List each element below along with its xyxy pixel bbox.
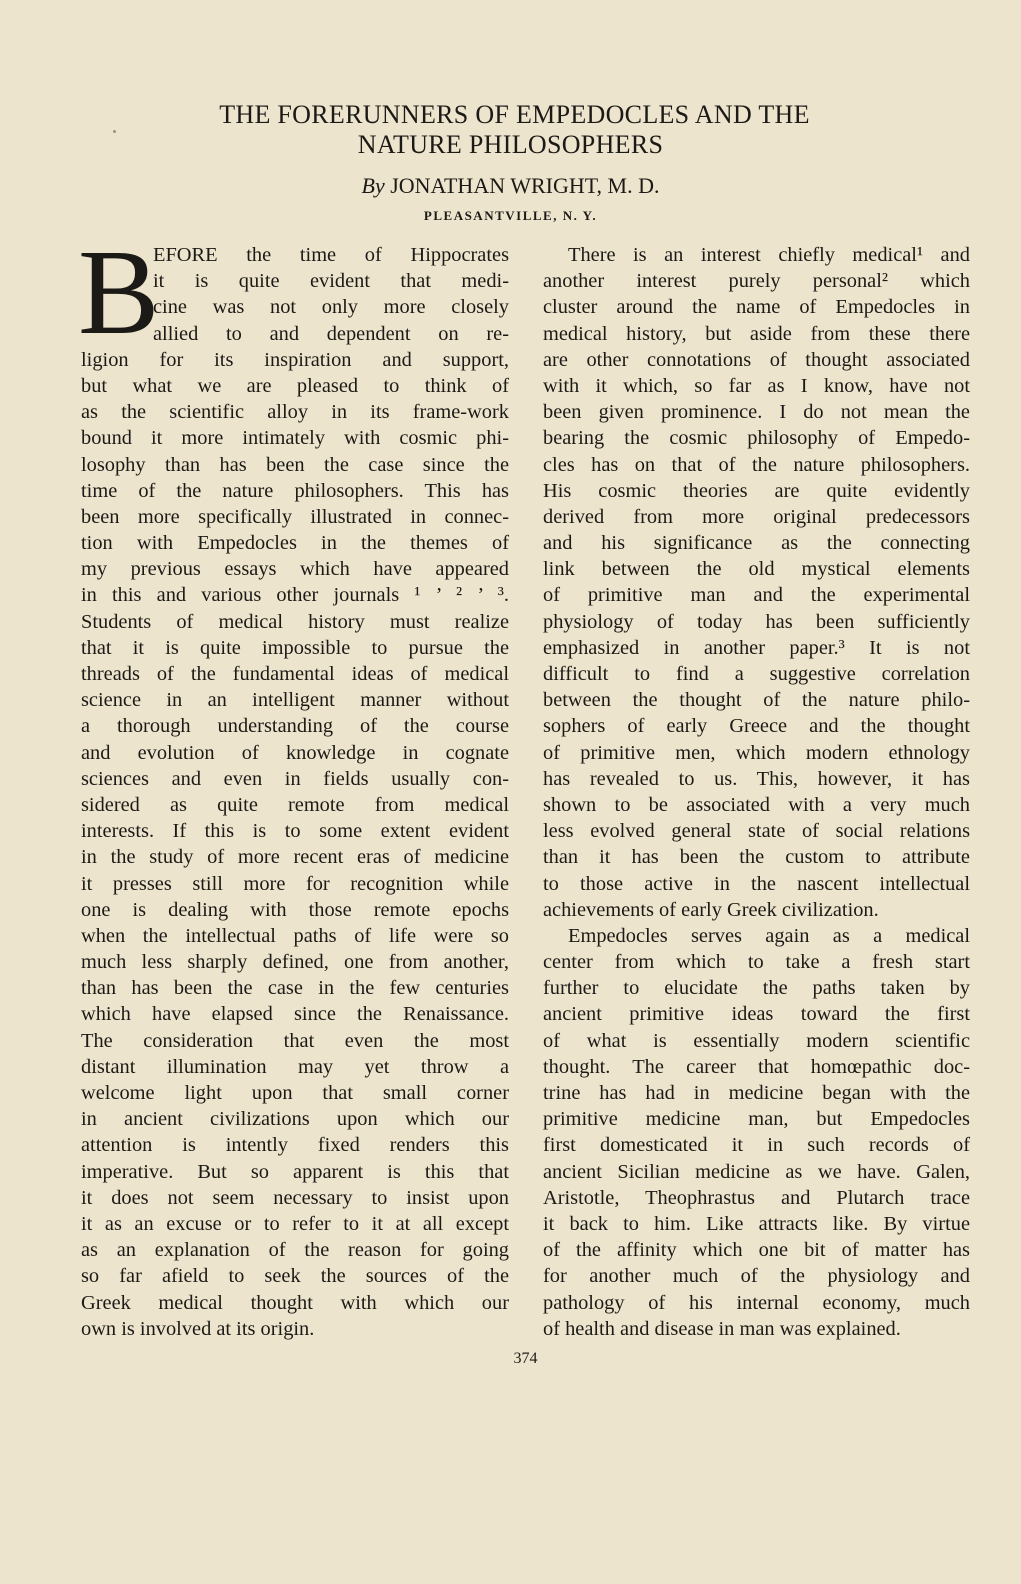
text-line: a thorough understanding of the course bbox=[81, 715, 509, 738]
text-line: first domesticated it in such records of bbox=[543, 1134, 970, 1157]
article-title-line-1: THE FORERUNNERS OF EMPEDOCLES AND THE bbox=[219, 100, 810, 129]
text-line: sophers of early Greece and the thought bbox=[543, 715, 970, 738]
text-line: with it which, so far as I know, have not bbox=[543, 374, 970, 397]
text-line: interests. If this is to some extent evident bbox=[81, 820, 509, 843]
text-line: further to elucidate the paths taken by bbox=[543, 977, 970, 1000]
text-line: threads of the fundamental ideas of medical bbox=[81, 663, 509, 685]
text-line: so far afield to seek the sources of the bbox=[81, 1265, 509, 1288]
text-line: science in an intelligent manner without bbox=[81, 689, 509, 712]
text-line: it does not seem necessary to insist upon bbox=[81, 1186, 509, 1209]
text-line: been given prominence. I do not mean the bbox=[543, 401, 970, 424]
author-location: PLEASANTVILLE, N. Y. bbox=[423, 208, 598, 223]
left-column bbox=[78, 225, 509, 1342]
text-line: it as an excuse or to refer to it at all except bbox=[81, 1212, 509, 1235]
text-line: distant illumination may yet throw a bbox=[81, 1055, 509, 1078]
text-line: much less sharply defined, one from another, bbox=[81, 951, 509, 974]
drop-cap: B bbox=[78, 225, 160, 360]
text-line: bound it more intimately with cosmic phi- bbox=[81, 427, 509, 450]
text-line: time of the nature philosophers. This has bbox=[81, 479, 509, 502]
text-line: cles has on that of the nature philosophers. bbox=[543, 453, 970, 476]
text-line: center from which to take a fresh start bbox=[543, 951, 970, 974]
text-line: it presses still more for recognition while bbox=[81, 872, 509, 895]
text-line: His cosmic theories are quite evidently bbox=[543, 479, 970, 502]
text-line: imperative. But so apparent is this that bbox=[81, 1160, 509, 1183]
text-line: and evolution of knowledge in cognate bbox=[81, 741, 509, 764]
text-line: been more specifically illustrated in connec- bbox=[81, 505, 509, 528]
text-line: in this and various other journals ¹ ’ ² ’ ³. bbox=[81, 584, 509, 607]
right-column bbox=[543, 242, 970, 1342]
text-line: welcome light upon that small corner bbox=[81, 1082, 509, 1104]
text-line: between the thought of the nature philo- bbox=[543, 689, 970, 712]
text-line: Empedocles serves again as a medical bbox=[568, 924, 970, 947]
text-line: allied to and dependent on re- bbox=[153, 322, 509, 345]
text-line: medical history, but aside from these there bbox=[543, 322, 970, 345]
text-line: ancient primitive ideas toward the first bbox=[543, 1003, 970, 1026]
text-line: emphasized in another paper.³ It is not bbox=[543, 636, 970, 659]
byline-prefix: By bbox=[361, 173, 385, 198]
text-line: sidered as quite remote from medical bbox=[81, 793, 509, 816]
article-title-line-2: NATURE PHILOSOPHERS bbox=[357, 130, 664, 159]
text-line: losophy than has been the case since the bbox=[81, 453, 509, 476]
text-line: and his significance as the connecting bbox=[543, 532, 970, 555]
text-line: own is involved at its origin. bbox=[81, 1317, 315, 1340]
text-line: it is quite evident that medi- bbox=[153, 270, 509, 293]
text-line: tion with Empedocles in the themes of bbox=[81, 532, 509, 555]
text-line: one is dealing with those remote epochs bbox=[81, 898, 509, 921]
text-line: when the intellectual paths of life were so bbox=[81, 924, 509, 947]
text-line: ligion for its inspiration and support, bbox=[81, 348, 509, 371]
text-line: achievements of early Greek civilization. bbox=[543, 898, 879, 921]
text-line: sciences and even in fields usually con- bbox=[81, 767, 509, 790]
text-line: as the scientific alloy in its frame-work bbox=[81, 401, 509, 424]
text-line: difficult to find a suggestive correlation bbox=[543, 663, 970, 685]
text-line: than has been the case in the few centuries bbox=[81, 977, 509, 1000]
text-line: that it is quite impossible to pursue the bbox=[81, 636, 509, 659]
text-line: Aristotle, Theophrastus and Plutarch trace bbox=[543, 1186, 970, 1209]
text-line: EFORE the time of Hippocrates bbox=[153, 244, 509, 266]
text-line: but what we are pleased to think of bbox=[81, 374, 509, 397]
text-line: Students of medical history must realize bbox=[81, 610, 509, 633]
text-line: it back to him. Like attracts like. By virtue bbox=[543, 1212, 970, 1235]
text-line: of primitive men, which modern ethnology bbox=[543, 741, 970, 764]
text-line: than it has been the custom to attribute bbox=[543, 846, 970, 869]
text-line: less evolved general state of social relations bbox=[543, 820, 970, 843]
text-line: in the study of more recent eras of medicine bbox=[81, 846, 509, 869]
text-line: are other connotations of thought associated bbox=[543, 348, 970, 371]
text-line: my previous essays which have appeared bbox=[81, 558, 509, 581]
text-line: as an explanation of the reason for going bbox=[81, 1239, 509, 1262]
text-line: of the affinity which one bit of matter has bbox=[543, 1239, 970, 1262]
byline bbox=[0, 171, 1021, 201]
text-line: cine was not only more closely bbox=[153, 296, 509, 319]
text-line: There is an interest chiefly medical¹ and bbox=[568, 244, 970, 266]
text-line: primitive medicine man, but Empedocles bbox=[543, 1108, 970, 1131]
text-line: trine has had in medicine began with the bbox=[543, 1082, 970, 1104]
text-line: physiology of today has been sufficiently bbox=[543, 610, 970, 633]
text-line: another interest purely personal² which bbox=[543, 270, 970, 293]
text-line: of health and disease in man was explained. bbox=[543, 1317, 901, 1340]
text-line: attention is intently fixed renders this bbox=[81, 1134, 509, 1157]
text-line: of primitive man and the experimental bbox=[543, 584, 970, 607]
author-name: JONATHAN WRIGHT, M. D. bbox=[390, 173, 660, 198]
text-line: to those active in the nascent intellectual bbox=[543, 872, 970, 895]
text-line: which have elapsed since the Renaissance. bbox=[81, 1003, 509, 1026]
text-line: of what is essentially modern scientific bbox=[543, 1029, 970, 1052]
text-line: derived from more original predecessors bbox=[543, 505, 970, 528]
text-line: for another much of the physiology and bbox=[543, 1265, 970, 1288]
text-line: in ancient civilizations upon which our bbox=[81, 1108, 509, 1131]
text-line: pathology of his internal economy, much bbox=[543, 1291, 970, 1314]
text-line: cluster around the name of Empedocles in bbox=[543, 296, 970, 319]
text-line: has revealed to us. This, however, it has bbox=[543, 767, 970, 790]
page-number: 374 bbox=[513, 1350, 538, 1367]
text-line: The consideration that even the most bbox=[81, 1029, 509, 1052]
text-line: link between the old mystical elements bbox=[543, 558, 970, 581]
text-line: ancient Sicilian medicine as we have. Galen, bbox=[543, 1160, 970, 1183]
text-line: thought. The career that homœpathic doc- bbox=[543, 1055, 970, 1078]
text-line: shown to be associated with a very much bbox=[543, 793, 970, 816]
text-line: Greek medical thought with which our bbox=[81, 1291, 509, 1314]
text-line: bearing the cosmic philosophy of Empedo- bbox=[543, 427, 970, 450]
